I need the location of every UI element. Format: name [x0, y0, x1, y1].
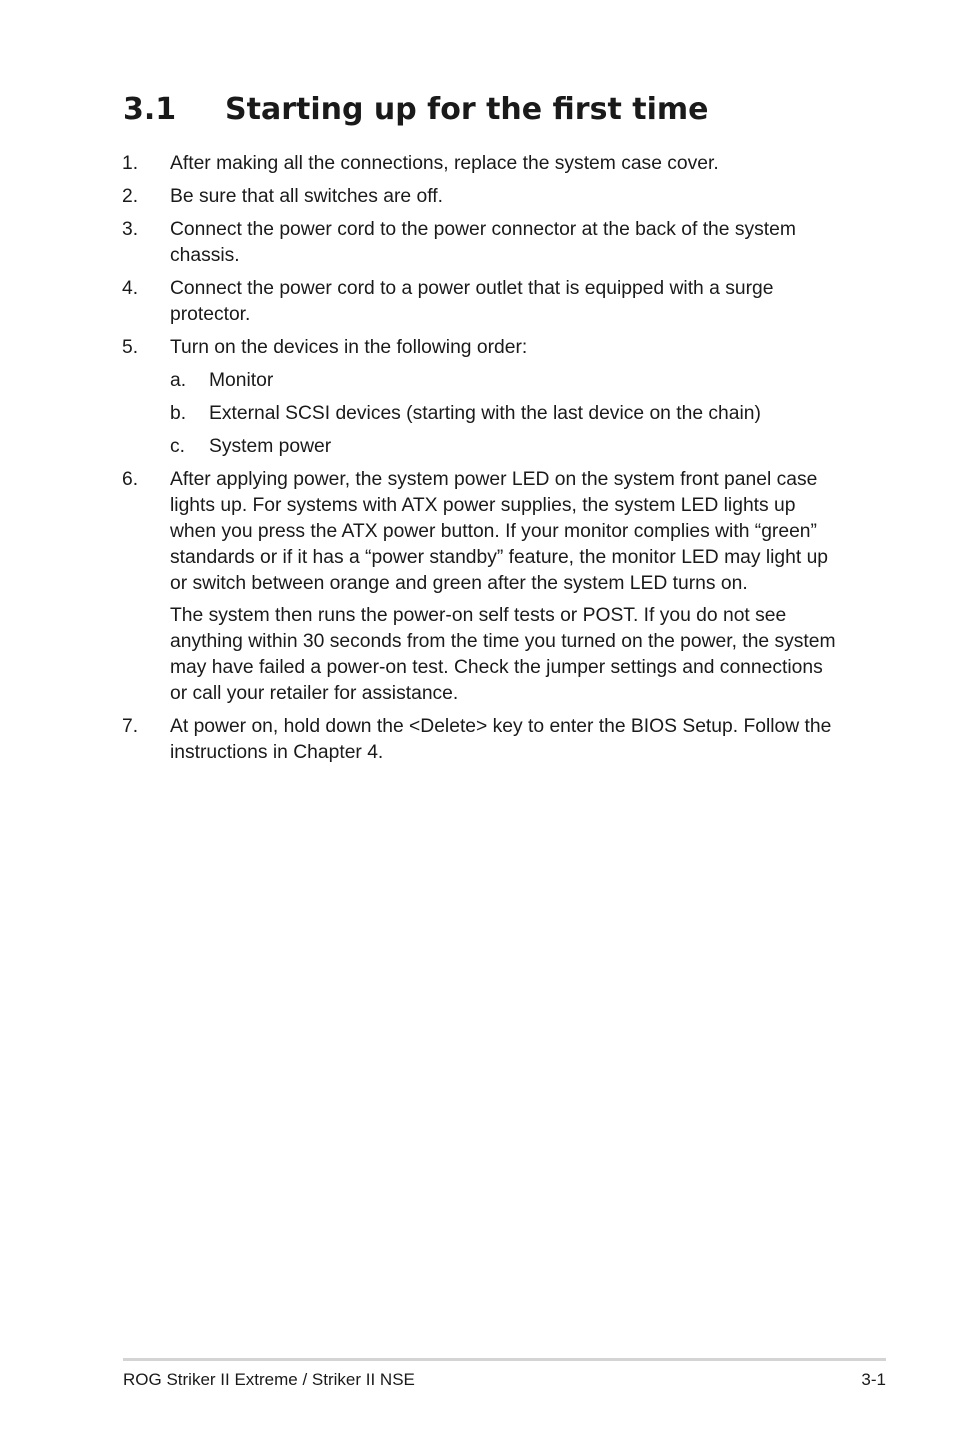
- substeps-list: [170, 368, 842, 460]
- steps-list: [122, 151, 842, 773]
- substep-text: Monitor: [209, 370, 274, 391]
- substep-text: System power: [209, 436, 332, 457]
- step-text: Turn on the devices in the following order:: [170, 337, 528, 358]
- list-marker: 7.: [122, 716, 139, 737]
- step-text: After applying power, the system power LED on the system front panel case lights up. For systems with ATX power supplies, the system LED lights up when you press the ATX power button. If your monitor complies with “green” standards or if it has a “power standby” feature, the monitor LED may light up or switch between orange and green after the system LED turns on.: [170, 469, 829, 594]
- list-marker: 5.: [122, 337, 139, 358]
- section-heading: [123, 92, 708, 128]
- list-marker: 2.: [122, 186, 139, 207]
- list-item: [122, 151, 842, 177]
- step-text: Connect the power cord to a power outlet that is equipped with a surge protector.: [170, 278, 774, 325]
- list-item: [170, 401, 842, 427]
- step-text-continued: The system then runs the power-on self tests or POST. If you do not see anything within 30 seconds from the time you turned on the power, the system may have failed a power-on test. Check the jumper settings and connections or call your retailer for assistance.: [170, 605, 836, 704]
- list-marker: b.: [170, 403, 187, 424]
- list-item: [122, 714, 842, 766]
- list-item: [122, 184, 842, 210]
- section-title: Starting up for the first time: [225, 92, 709, 127]
- footer-divider: [123, 1358, 886, 1361]
- step-text: Be sure that all switches are off.: [170, 186, 443, 207]
- list-marker: 6.: [122, 469, 139, 490]
- list-marker: 1.: [122, 153, 139, 174]
- list-marker: c.: [170, 436, 185, 457]
- list-marker: a.: [170, 370, 187, 391]
- list-item: [170, 368, 842, 394]
- footer-product-name: ROG Striker II Extreme / Striker II NSE: [123, 1370, 415, 1389]
- list-marker: 4.: [122, 278, 139, 299]
- list-item: [122, 276, 842, 328]
- list-item: [170, 434, 842, 460]
- footer-page-number: 3-1: [861, 1370, 886, 1389]
- substep-text: External SCSI devices (starting with the last device on the chain): [209, 403, 761, 424]
- list-item: [122, 467, 842, 707]
- section-number: 3.1: [123, 92, 177, 127]
- step-text: At power on, hold down the <Delete> key to enter the BIOS Setup. Follow the instructions in Chapter 4.: [170, 716, 832, 763]
- list-item: [122, 217, 842, 269]
- list-marker: 3.: [122, 219, 139, 240]
- step-text: After making all the connections, replace the system case cover.: [170, 153, 719, 174]
- step-text: Connect the power cord to the power connector at the back of the system chassis.: [170, 219, 796, 266]
- list-item: [122, 335, 842, 460]
